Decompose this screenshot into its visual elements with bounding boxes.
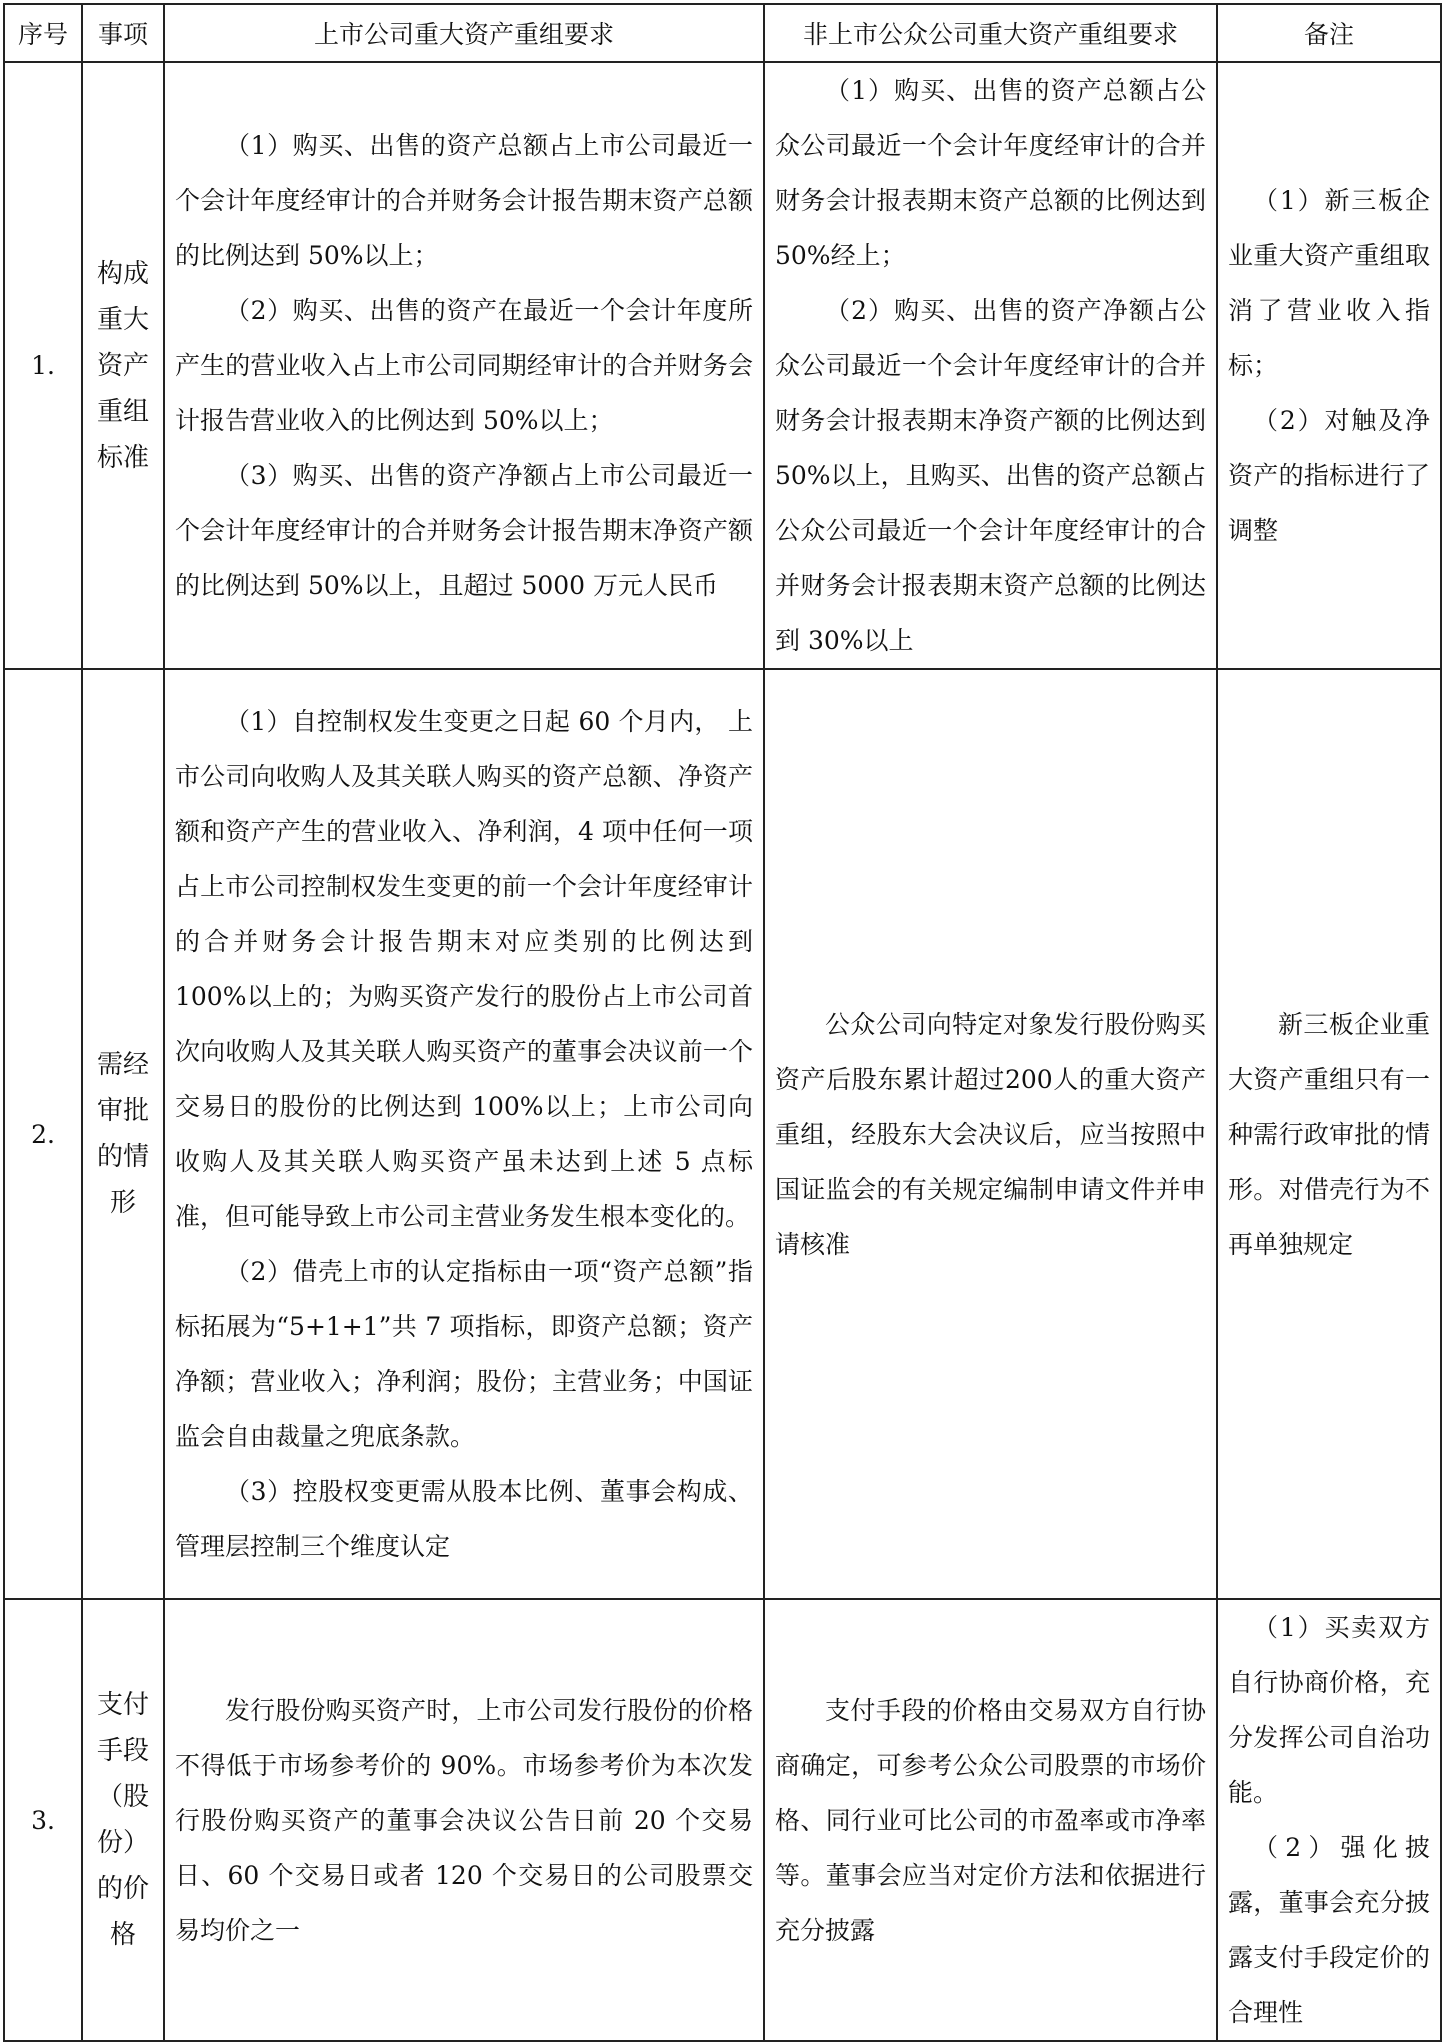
- header-seq: 序号: [4, 4, 82, 62]
- row-listed-requirement: 发行股份购买资产时，上市公司发行股份的价格不得低于市场参考价的 90%。市场参考价为本次发行股份购买资产的董事会决议公告日前 20 个交易日、60 个交易日或者 120 个交易日的公司股票交易均价之一: [164, 1599, 764, 2041]
- header-row: [4, 4, 1441, 62]
- header-item: 事项: [82, 4, 164, 62]
- row-note: 新三板企业重大资产重组只有一种需行政审批的情形。对借壳行为不再单独规定: [1217, 669, 1441, 1599]
- header-note: 备注: [1217, 4, 1441, 62]
- comparison-table: [3, 3, 1442, 2042]
- header-listed: 上市公司重大资产重组要求: [164, 4, 764, 62]
- row-item: 需经 审批 的情 形: [82, 669, 164, 1599]
- row-note: （1）买卖双方自行协商价格，充分发挥公司自治功能。 （2）强化披露，董事会充分披露支付手段定价的合理性: [1217, 1599, 1441, 2041]
- row-item: 构成 重大 资产 重组 标准: [82, 62, 164, 669]
- table-row: [4, 1599, 1441, 2041]
- row-listed-requirement: （1）购买、出售的资产总额占上市公司最近一个会计年度经审计的合并财务会计报告期末资产总额的比例达到 50%以上； （2）购买、出售的资产在最近一个会计年度所产生的营业收入占上市公司同期经审计的合并财务会计报告营业收入的比例达到 50%以上； （3）购买、出售的资产净额占上市公司最近一个会计年度经审计的合并财务会计报告期末净资产额的比例达到 50%以上，且超过 5000 万元人民币: [164, 62, 764, 669]
- row-public-requirement: 公众公司向特定对象发行股份购买资产后股东累计超过200人的重大资产重组，经股东大会决议后，应当按照中国证监会的有关规定编制申请文件并申请核准: [764, 669, 1217, 1599]
- row-listed-requirement: （1）自控制权发生变更之日起 60 个月内， 上市公司向收购人及其关联人购买的资产总额、净资产额和资产产生的营业收入、净利润，4 项中任何一项占上市公司控制权发生变更的前一个会计年度经审计的合并财务会计报告期末对应类别的比例达到 100%以上的；为购买资产发行的股份占上市公司首次向收购人及其关联人购买资产的董事会决议前一个交易日的股份的比例达到 100%以上；上市公司向收购人及其关联人购买资产虽未达到上述 5 点标准，但可能导致上市公司主营业务发生根本变化的。 （2）借壳上市的认定指标由一项“资产总额”指标拓展为“5+1+1”共 7 项指标，即资产总额；资产净额；营业收入；净利润；股份；主营业务；中国证监会自由裁量之兜底条款。 （3）控股权变更需从股本比例、董事会构成、管理层控制三个维度认定: [164, 669, 764, 1599]
- row-seq: 2.: [4, 669, 82, 1599]
- row-seq: 3.: [4, 1599, 82, 2041]
- row-public-requirement: （1）购买、出售的资产总额占公众公司最近一个会计年度经审计的合并财务会计报表期末资产总额的比例达到 50%经上； （2）购买、出售的资产净额占公众公司最近一个会计年度经审计的合并财务会计报表期末净资产额的比例达到 50%以上，且购买、出售的资产总额占公众公司最近一个会计年度经审计的合并财务会计报表期末资产总额的比例达到 30%以上: [764, 62, 1217, 669]
- table-row: [4, 669, 1441, 1599]
- row-note: （1）新三板企业重大资产重组取消了营业收入指标； （2）对触及净资产的指标进行了调整: [1217, 62, 1441, 669]
- row-public-requirement: 支付手段的价格由交易双方自行协商确定，可参考公众公司股票的市场价格、同行业可比公司的市盈率或市净率等。董事会应当对定价方法和依据进行充分披露: [764, 1599, 1217, 2041]
- row-seq: 1.: [4, 62, 82, 669]
- row-item: 支付 手段 （股 份） 的价 格: [82, 1599, 164, 2041]
- table-row: [4, 62, 1441, 669]
- header-public: 非上市公众公司重大资产重组要求: [764, 4, 1217, 62]
